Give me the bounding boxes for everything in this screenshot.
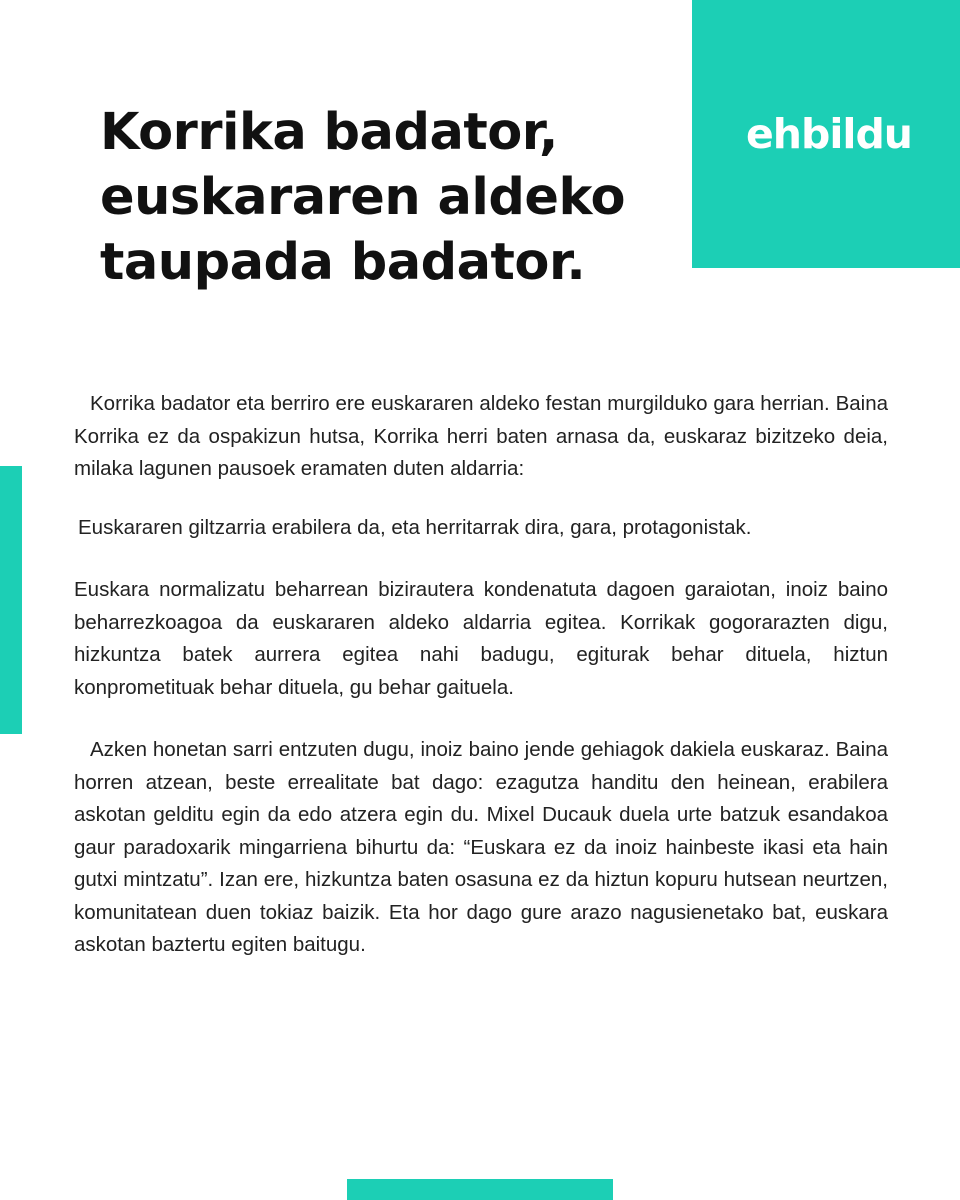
paragraph-normalization: Euskara normalizatu beharrean bizirautera kondenatuta dagoen garaiotan, inoiz baino beharrezkoagoa da euskararen aldeko aldarria egitea. Korrikak gogorarazten digu, hizkuntza batek aurrera egitea nahi badugu, egiturak behar dituela, hiztun konprometituak behar dituela, gu behar gaituela. <box>74 578 888 699</box>
paragraph-key-statement: Euskararen giltzarria erabilera da, eta herritarrak dira, gara, protagonistak. <box>78 515 752 539</box>
title-line-2: euskararen aldeko <box>100 168 626 227</box>
page-title <box>100 100 680 295</box>
title-line-3: taupada badator. <box>100 233 586 292</box>
title-line-1: Korrika badator, <box>100 103 558 162</box>
bottom-accent-bar <box>347 1179 613 1200</box>
logo-block <box>692 0 960 268</box>
left-accent-bar <box>0 466 22 734</box>
paragraph-intro: Korrika badator eta berriro ere euskararen aldeko festan murgilduko gara herrian. Baina Korrika ez da ospakizun hutsa, Korrika herri baten arnasa da, euskaraz bizitzeko deia, milaka lagunen pausoek eramaten duten aldarria: <box>74 392 888 480</box>
paragraph-usage: Azken honetan sarri entzuten dugu, inoiz baino jende gehiagok dakiela euskaraz. Baina horren atzean, beste errealitate bat dago: ezagutza handitu den heinean, erabilera askotan gelditu egin da edo atzera egin du. Mixel Ducauk duela urte batzuk esandakoa gaur paradoxarik mingarriena bihurtu da: “Euskara ez da inoiz hainbeste ikasi eta hain gutxi mintzatu”. Izan ere, hizkuntza baten osasuna ez da hiztun kopuru hutsean neurtzen, komunitatean duen tokiaz baizik. Eta hor dago gure arazo nagusienetako bat, euskara askotan baztertu egiten baitugu. <box>74 738 888 956</box>
article-body <box>74 388 888 962</box>
ehbildu-logo: ehbildu <box>746 110 912 158</box>
